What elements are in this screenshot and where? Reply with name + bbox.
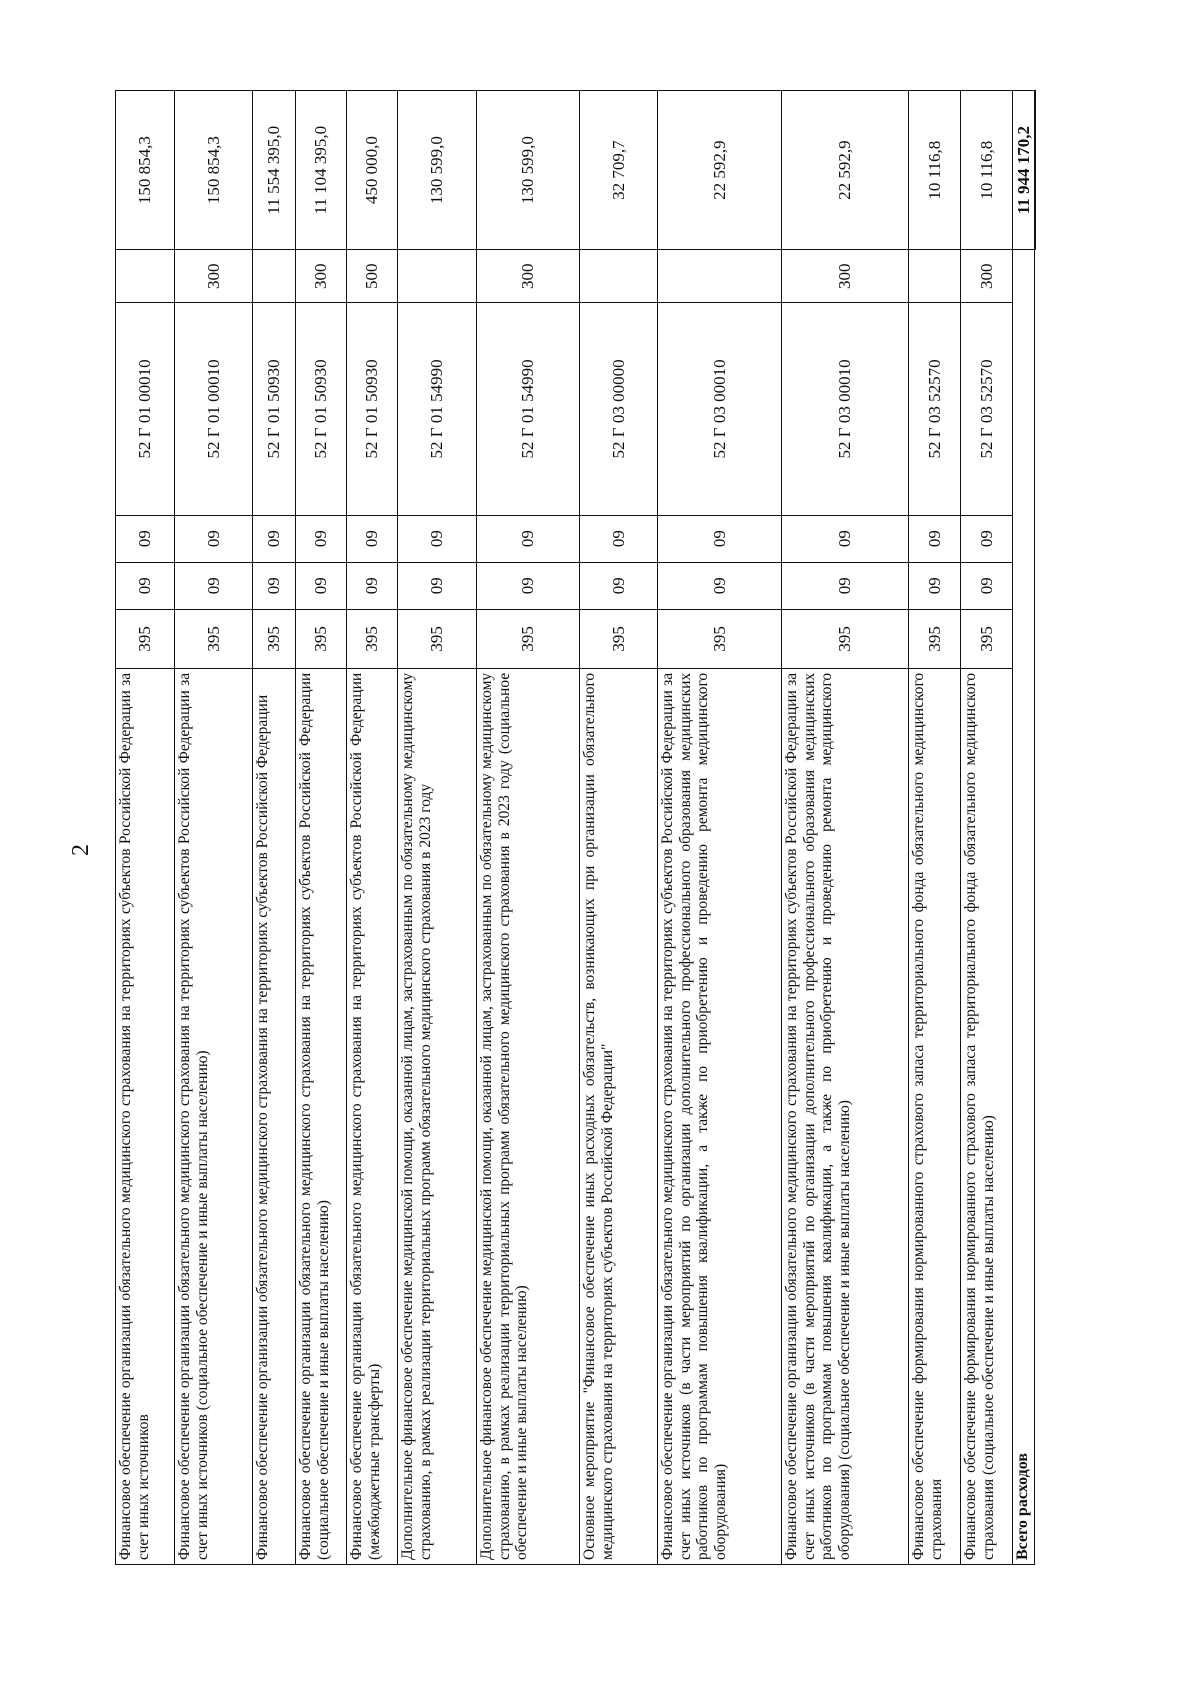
row-name: Финансовое обеспечение организации обязательного медицинского страхования на территориях субъектов Российской Федерации за счет иных источников (в части мероприятий по организации дополнительного профессионального образования медицинских работников по программам повышения квалификации, а также по приобретению и проведению ремонта медицинского оборудования) [658, 668, 782, 1564]
expense-type-code: 300 [477, 250, 580, 303]
row-name: Финансовое обеспечение организации обязательного медицинского страхования на территориях субъектов Российской Федерации (социальное обеспечение и иные выплаты населению) [296, 668, 347, 1564]
table-row [961, 91, 1013, 1565]
expense-type-code [398, 250, 477, 303]
target-article-code: 52 Г 01 54990 [398, 303, 477, 515]
target-article-code: 52 Г 03 00010 [658, 303, 782, 515]
table-row [347, 91, 398, 1565]
table-row [398, 91, 477, 1565]
section-code: 09 [909, 562, 961, 609]
section-code: 09 [961, 562, 1013, 609]
row-name: Финансовое обеспечение организации обязательного медицинского страхования на территориях субъектов Российской Федерации за счет иных источников [116, 668, 175, 1564]
row-name: Дополнительное финансовое обеспечение медицинской помощи, оказанной лицам, застрахованным по обязательному медицинскому страхованию, в рамках реализации территориальных программ обязательного медицинского страхования в 2023 году [398, 668, 477, 1564]
grbs-code: 395 [253, 609, 296, 668]
subsection-code: 09 [253, 515, 296, 562]
row-name: Дополнительное финансовое обеспечение медицинской помощи, оказанной лицам, застрахованным по обязательному медицинскому страхованию, в рамках реализации территориальных программ обязательного медицинского страхования в 2023 году (социальное обеспечение и иные выплаты населению) [477, 668, 580, 1564]
table-row [116, 91, 175, 1565]
target-article-code: 52 Г 03 00010 [782, 303, 909, 515]
total-amount: 11 944 170,2 [1013, 91, 1035, 250]
row-name: Финансовое обеспечение организации обязательного медицинского страхования на территориях субъектов Российской Федерации [253, 668, 296, 1564]
expense-type-code [116, 250, 175, 303]
grbs-code: 395 [296, 609, 347, 668]
amount: 32 709,7 [580, 91, 658, 250]
amount: 11 104 395,0 [296, 91, 347, 250]
grbs-code: 395 [961, 609, 1013, 668]
amount: 130 599,0 [398, 91, 477, 250]
total-row [1013, 91, 1035, 1565]
table-row [175, 91, 253, 1565]
grbs-code: 395 [782, 609, 909, 668]
target-article-code: 52 Г 01 50930 [296, 303, 347, 515]
row-name: Финансовое обеспечение формирования нормированного страхового запаса территориального фонда обязательного медицинского страхования [909, 668, 961, 1564]
expense-type-code [658, 250, 782, 303]
amount: 150 854,3 [175, 91, 253, 250]
section-code: 09 [296, 562, 347, 609]
subsection-code: 09 [347, 515, 398, 562]
expense-type-code [909, 250, 961, 303]
row-name: Финансовое обеспечение организации обязательного медицинского страхования на территориях субъектов Российской Федерации за счет иных источников (в части мероприятий по организации дополнительного профессионального образования медицинских работников по программам повышения квалификации, а также по приобретению и проведению ремонта медицинского оборудования) (социальное обеспечение и иные выплаты населению) [782, 668, 909, 1564]
subsection-code: 09 [175, 515, 253, 562]
target-article-code: 52 Г 03 52570 [909, 303, 961, 515]
amount: 22 592,9 [658, 91, 782, 250]
grbs-code: 395 [175, 609, 253, 668]
expense-type-code [253, 250, 296, 303]
amount: 10 116,8 [909, 91, 961, 250]
section-code: 09 [580, 562, 658, 609]
total-label: Всего расходов [1013, 250, 1035, 1565]
grbs-code: 395 [658, 609, 782, 668]
section-code: 09 [253, 562, 296, 609]
grbs-code: 395 [580, 609, 658, 668]
amount: 22 592,9 [782, 91, 909, 250]
table-row [658, 91, 782, 1565]
target-article-code: 52 Г 01 50930 [253, 303, 296, 515]
section-code: 09 [782, 562, 909, 609]
expenditure-table-rotated [115, 90, 1033, 1565]
grbs-code: 395 [398, 609, 477, 668]
grbs-code: 395 [116, 609, 175, 668]
section-code: 09 [347, 562, 398, 609]
table-row [782, 91, 909, 1565]
page-number: 2 [68, 844, 94, 856]
section-code: 09 [398, 562, 477, 609]
row-name: Финансовое обеспечение формирования нормированного страхового запаса территориального фонда обязательного медицинского страхования (социальное обеспечение и иные выплаты населению) [961, 668, 1013, 1564]
subsection-code: 09 [116, 515, 175, 562]
section-code: 09 [116, 562, 175, 609]
grbs-code: 395 [477, 609, 580, 668]
grbs-code: 395 [347, 609, 398, 668]
table-row [477, 91, 580, 1565]
expense-type-code: 300 [175, 250, 253, 303]
grbs-code: 395 [909, 609, 961, 668]
expense-type-code: 500 [347, 250, 398, 303]
target-article-code: 52 Г 03 52570 [961, 303, 1013, 515]
row-name: Основное мероприятие "Финансовое обеспечение иных расходных обязательств, возникающих при организации обязательного медицинского страхования на территориях субъектов Российской Федерации" [580, 668, 658, 1564]
section-code: 09 [658, 562, 782, 609]
table-row [296, 91, 347, 1565]
subsection-code: 09 [658, 515, 782, 562]
row-name: Финансовое обеспечение организации обязательного медицинского страхования на территориях субъектов Российской Федерации за счет иных источников (социальное обеспечение и иные выплаты населению) [175, 668, 253, 1564]
expense-type-code: 300 [296, 250, 347, 303]
subsection-code: 09 [782, 515, 909, 562]
row-name: Финансовое обеспечение организации обязательного медицинского страхования на территориях субъектов Российской Федерации (межбюджетные трансферты) [347, 668, 398, 1564]
section-code: 09 [175, 562, 253, 609]
section-code: 09 [477, 562, 580, 609]
subsection-code: 09 [961, 515, 1013, 562]
amount: 130 599,0 [477, 91, 580, 250]
table-row [909, 91, 961, 1565]
amount: 11 554 395,0 [253, 91, 296, 250]
amount: 10 116,8 [961, 91, 1013, 250]
target-article-code: 52 Г 01 54990 [477, 303, 580, 515]
target-article-code: 52 Г 01 00010 [116, 303, 175, 515]
subsection-code: 09 [477, 515, 580, 562]
subsection-code: 09 [296, 515, 347, 562]
target-article-code: 52 Г 01 50930 [347, 303, 398, 515]
expense-type-code: 300 [961, 250, 1013, 303]
expenditure-table [115, 90, 1036, 1565]
target-article-code: 52 Г 03 00000 [580, 303, 658, 515]
subsection-code: 09 [398, 515, 477, 562]
expense-type-code [580, 250, 658, 303]
amount: 450 000,0 [347, 91, 398, 250]
expense-type-code: 300 [782, 250, 909, 303]
table-row [253, 91, 296, 1565]
subsection-code: 09 [580, 515, 658, 562]
expenditure-table-wrapper [115, 90, 1033, 1565]
table-row [580, 91, 658, 1565]
subsection-code: 09 [909, 515, 961, 562]
target-article-code: 52 Г 01 00010 [175, 303, 253, 515]
amount: 150 854,3 [116, 91, 175, 250]
